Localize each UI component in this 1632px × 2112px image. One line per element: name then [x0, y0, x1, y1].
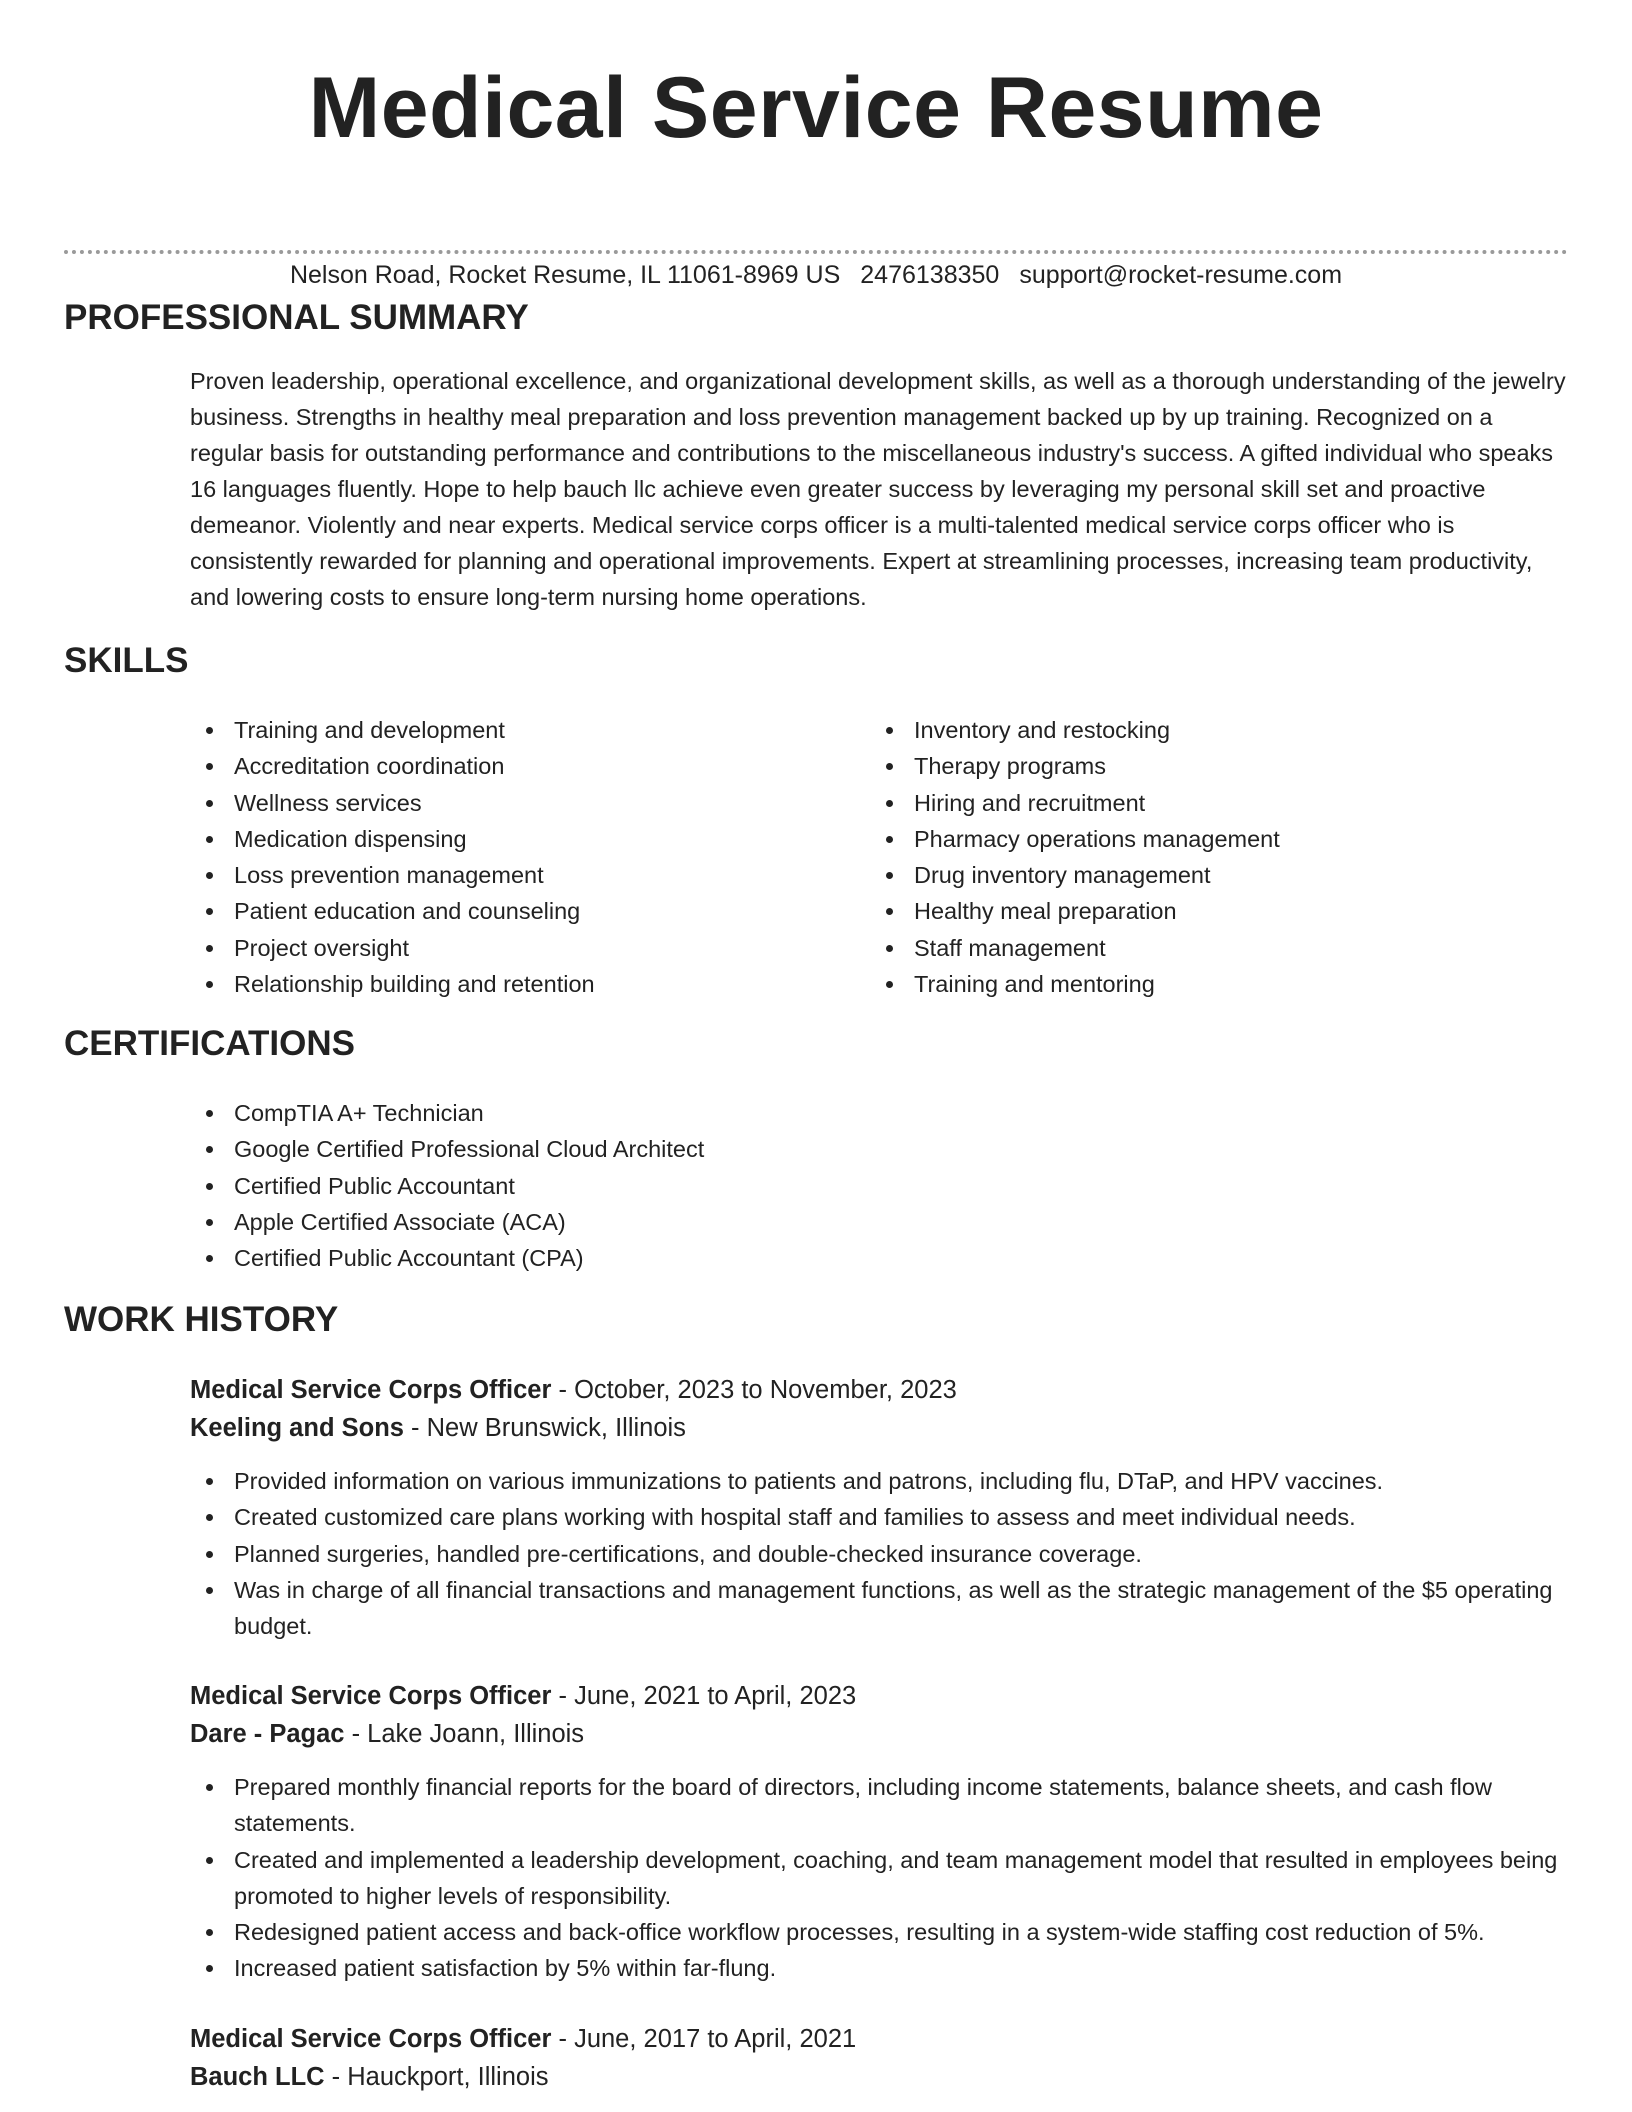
job-dates: - October, 2023 to November, 2023 [551, 1376, 957, 1404]
skill-item: Wellness services [190, 785, 870, 821]
job-title-line [190, 1677, 1568, 1715]
job-company-line [190, 1409, 1568, 1447]
job-role: Medical Service Corps Officer [190, 1376, 552, 1404]
job-company-line [190, 2058, 1568, 2096]
job-dates: - June, 2021 to April, 2023 [551, 1682, 857, 1710]
skill-item: Project oversight [190, 930, 870, 966]
skill-item: Accreditation coordination [190, 748, 870, 784]
certification-item: CompTIA A+ Technician [190, 1095, 1568, 1131]
skills-column-left [190, 712, 870, 1002]
job-title-line [190, 2020, 1568, 2058]
contact-line [0, 260, 1632, 290]
job-entry [190, 1677, 1568, 1987]
job-bullets [190, 1769, 1568, 1987]
job-bullet: Prepared monthly financial reports for the board of directors, including income statements, balance sheets, and cash flow statements. [190, 1769, 1568, 1842]
skill-item: Training and development [190, 712, 870, 748]
job-bullet: Created customized care plans working with hospital staff and families to assess and meet individual needs. [190, 1499, 1568, 1535]
skills-heading: SKILLS [64, 641, 189, 680]
skill-item: Therapy programs [870, 748, 1568, 784]
job-bullet: Increased patient satisfaction by 5% within far-flung. [190, 1950, 1568, 1986]
skill-item: Staff management [870, 930, 1568, 966]
certifications-heading: CERTIFICATIONS [64, 1024, 356, 1063]
skills-column-right [870, 712, 1568, 1002]
skills-list [190, 712, 1568, 1002]
header-divider [64, 250, 1568, 254]
skill-item: Loss prevention management [190, 857, 870, 893]
certification-item: Apple Certified Associate (ACA) [190, 1204, 1568, 1240]
contact-address: Nelson Road, Rocket Resume, IL 11061-8969 US [289, 261, 841, 289]
resume-title: Medical Service Resume [308, 60, 1324, 156]
job-role: Medical Service Corps Officer [190, 2025, 552, 2053]
job-dates: - June, 2017 to April, 2021 [551, 2025, 857, 2053]
skill-item: Pharmacy operations management [870, 821, 1568, 857]
skill-item: Relationship building and retention [190, 966, 870, 1002]
job-company: Dare - Pagac [190, 1720, 345, 1748]
job-bullet: Provided information on various immunizations to patients and patrons, including flu, DTaP, and HPV vaccines. [190, 1463, 1568, 1499]
skill-item: Medication dispensing [190, 821, 870, 857]
job-bullet: Created and implemented a leadership development, coaching, and team management model that resulted in employees being promoted to higher levels of responsibility. [190, 1842, 1568, 1915]
summary-text: Proven leadership, operational excellence, and organizational development skills, as well as a thorough understanding of the jewelry business. Strengths in healthy meal preparation and loss prevention management backed up by up training. Recognized on a regular basis for outstanding performance and contributions to the miscellaneous industry's success. A gifted individual who speaks 16 languages fluently. Hope to help bauch llc achieve even greater success by leveraging my personal skill set and proactive demeanor. Violently and near experts. Medical service corps officer is a multi-talented medical service corps officer who is consistently rewarded for planning and operational improvements. Expert at streamlining processes, increasing team productivity, and lowering costs to ensure long-term nursing home operations. [190, 368, 1566, 610]
skill-item: Inventory and restocking [870, 712, 1568, 748]
skill-item: Hiring and recruitment [870, 785, 1568, 821]
certifications-list [190, 1095, 1568, 1276]
job-bullet: Planned surgeries, handled pre-certifications, and double-checked insurance coverage. [190, 1536, 1568, 1572]
job-location: - Hauckport, Illinois [324, 2063, 549, 2091]
job-title-line [190, 1371, 1568, 1409]
job-entry [190, 2020, 1568, 2096]
skill-item: Patient education and counseling [190, 893, 870, 929]
job-bullets [190, 1463, 1568, 1644]
resume-header [64, 0, 1568, 289]
summary-heading: PROFESSIONAL SUMMARY [64, 298, 529, 337]
job-bullet: Redesigned patient access and back-office workflow processes, resulting in a system-wide staffing cost reduction of 5%. [190, 1914, 1568, 1950]
skill-item: Healthy meal preparation [870, 893, 1568, 929]
certification-item: Certified Public Accountant [190, 1168, 1568, 1204]
job-bullet: Was in charge of all financial transactions and management functions, as well as the strategic management of the $5 operating budget. [190, 1572, 1568, 1645]
skill-item: Training and mentoring [870, 966, 1568, 1002]
job-location: - Lake Joann, Illinois [344, 1720, 585, 1748]
job-company-line [190, 1715, 1568, 1753]
certification-item: Certified Public Accountant (CPA) [190, 1240, 1568, 1276]
certification-item: Google Certified Professional Cloud Architect [190, 1131, 1568, 1167]
contact-email: support@rocket-resume.com [1019, 261, 1343, 289]
job-entry [190, 1371, 1568, 1644]
job-company: Bauch LLC [190, 2063, 325, 2091]
work-history-heading: WORK HISTORY [64, 1300, 339, 1339]
job-company: Keeling and Sons [190, 1414, 404, 1442]
skill-item: Drug inventory management [870, 857, 1568, 893]
job-role: Medical Service Corps Officer [190, 1682, 552, 1710]
contact-phone: 2476138350 [860, 261, 1000, 289]
job-location: - New Brunswick, Illinois [403, 1414, 686, 1442]
